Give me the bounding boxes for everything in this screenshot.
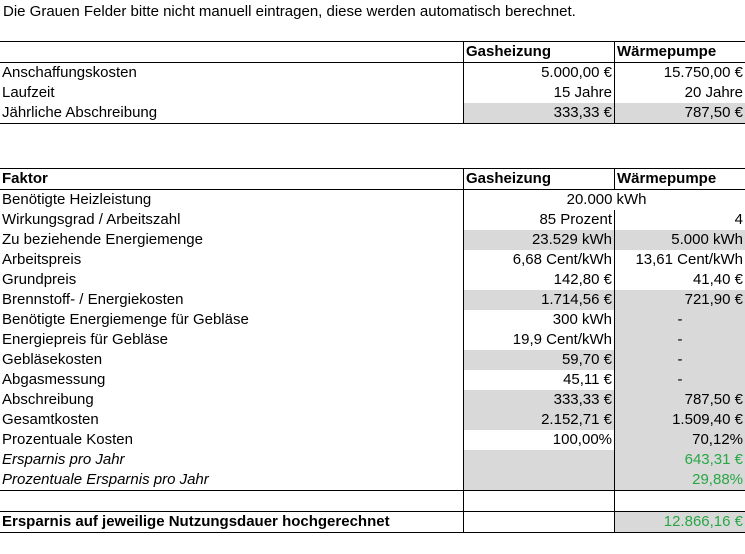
factor-comparison-table	[0, 168, 745, 533]
heatpump-value-cell-computed[interactable]: 787,50 €	[615, 390, 745, 410]
heatpump-value-cell-computed[interactable]: 787,50 €	[615, 103, 745, 124]
row-label-cell[interactable]: Prozentuale Kosten	[2, 431, 133, 448]
table-row	[0, 270, 745, 290]
gas-value-cell[interactable]: 5.000,00 €	[464, 63, 615, 84]
summary-empty-cell[interactable]	[464, 512, 615, 533]
table-header-row	[0, 169, 745, 190]
heatpump-value-cell[interactable]: 41,40 €	[615, 270, 745, 290]
gas-value-cell[interactable]: 45,11 €	[464, 370, 615, 390]
table-row	[0, 310, 745, 330]
table-row	[0, 63, 745, 84]
row-label-cell[interactable]: Benötigte Heizleistung	[2, 191, 152, 208]
gas-value-cell[interactable]: 142,80 €	[464, 270, 615, 290]
table-row-spacer	[0, 491, 745, 512]
spacer-cell[interactable]	[0, 491, 464, 512]
instruction-note: Die Grauen Felder bitte nicht manuell eintragen, diese werden automatisch berechnet.	[3, 3, 576, 20]
heatpump-value-cell[interactable]: 4	[615, 210, 745, 230]
table-row	[0, 410, 745, 430]
table-row	[0, 470, 745, 491]
row-label-cell[interactable]: Anschaffungskosten	[2, 64, 137, 81]
heatpump-value-cell-computed[interactable]: 721,90 €	[615, 290, 745, 310]
table-row	[0, 370, 745, 390]
gas-value-cell-computed[interactable]: 2.152,71 €	[464, 410, 615, 430]
gas-value-cell-computed[interactable]: 333,33 €	[464, 103, 615, 124]
header-gas-cell[interactable]: Gasheizung	[464, 42, 615, 63]
row-label-cell[interactable]: Prozentuale Ersparnis pro Jahr	[0, 470, 464, 491]
heatpump-value-cell-computed[interactable]: -	[615, 350, 745, 370]
row-label-cell[interactable]: Jährliche Abschreibung	[0, 103, 464, 124]
summary-row	[0, 512, 745, 533]
spacer-cell[interactable]	[615, 491, 745, 512]
gas-value-cell[interactable]: 100,00%	[464, 430, 615, 450]
summary-value-cell[interactable]: 12.866,16 €	[615, 512, 745, 533]
table-row	[0, 210, 745, 230]
header-gas-cell[interactable]: Gasheizung	[464, 169, 615, 190]
row-label-cell[interactable]: Arbeitspreis	[2, 251, 82, 268]
gas-value-cell-computed[interactable]	[464, 450, 615, 470]
summary-label-cell[interactable]: Ersparnis auf jeweilige Nutzungsdauer hochgerechnet	[0, 512, 464, 533]
table-row	[0, 350, 745, 370]
heatpump-value-cell[interactable]: 15.750,00 €	[615, 63, 745, 84]
table-row	[0, 430, 745, 450]
table-row	[0, 103, 745, 124]
header-heatpump-cell[interactable]: Wärmepumpe	[615, 169, 745, 190]
row-label-cell[interactable]: Brennstoff- / Energiekosten	[2, 291, 184, 308]
row-label-cell[interactable]: Benötigte Energiemenge für Gebläse	[2, 311, 249, 328]
gas-value-cell-computed[interactable]: 333,33 €	[464, 390, 615, 410]
gas-value-cell[interactable]: 19,9 Cent/kWh	[464, 330, 615, 350]
table-row	[0, 83, 745, 103]
heatpump-value-cell-computed[interactable]: -	[615, 310, 745, 330]
table-row	[0, 190, 745, 211]
gas-value-cell-computed[interactable]: 23.529 kWh	[464, 230, 615, 250]
gas-value-cell[interactable]: 6,68 Cent/kWh	[464, 250, 615, 270]
gas-value-cell[interactable]: 15 Jahre	[464, 83, 615, 103]
row-label-cell[interactable]: Wirkungsgrad / Arbeitszahl	[2, 211, 181, 228]
gas-value-cell[interactable]: 20.000	[464, 190, 615, 211]
row-label-cell[interactable]: Ersparnis pro Jahr	[2, 451, 125, 468]
header-label-cell[interactable]: Faktor	[0, 169, 464, 190]
gas-value-cell[interactable]: 300 kWh	[464, 310, 615, 330]
gas-value-cell[interactable]: 85 Prozent	[464, 210, 615, 230]
row-label-cell[interactable]: Laufzeit	[2, 84, 55, 101]
row-label-cell[interactable]: Gebläsekosten	[2, 351, 103, 368]
heatpump-value-cell-computed[interactable]: 1.509,40 €	[615, 410, 745, 430]
table-row	[0, 450, 745, 470]
heatpump-value-cell[interactable]: 20 Jahre	[615, 83, 745, 103]
heatpump-value-cell[interactable]: kWh	[616, 191, 647, 208]
row-label-cell[interactable]: Abgasmessung	[2, 371, 106, 388]
row-label-cell[interactable]: Gesamtkosten	[2, 411, 99, 428]
row-label-cell[interactable]: Grundpreis	[2, 271, 77, 288]
row-label-cell[interactable]: Energiepreis für Gebläse	[2, 331, 168, 348]
spacer-cell[interactable]	[464, 491, 615, 512]
row-label-cell[interactable]: Abschreibung	[2, 391, 94, 408]
heatpump-value-cell-computed[interactable]: -	[615, 330, 745, 350]
table-row	[0, 250, 745, 270]
heatpump-value-cell-computed[interactable]: 70,12%	[615, 430, 745, 450]
table-row	[0, 290, 745, 310]
table-row	[0, 230, 745, 250]
heatpump-value-cell[interactable]: 13,61 Cent/kWh	[615, 250, 745, 270]
row-label-cell[interactable]: Zu beziehende Energiemenge	[2, 231, 203, 248]
gas-value-cell-computed[interactable]	[464, 470, 615, 491]
heatpump-savings-cell[interactable]: 643,31 €	[615, 450, 745, 470]
header-label-cell[interactable]	[0, 42, 464, 63]
heatpump-value-cell-computed[interactable]: -	[615, 370, 745, 390]
gas-value-cell-computed[interactable]: 59,70 €	[464, 350, 615, 370]
gas-value-cell-computed[interactable]: 1.714,56 €	[464, 290, 615, 310]
table-row	[0, 390, 745, 410]
table-header-row	[0, 42, 745, 63]
heatpump-value-cell-computed[interactable]: 5.000 kWh	[615, 230, 745, 250]
table-row	[0, 330, 745, 350]
header-heatpump-cell[interactable]: Wärmepumpe	[615, 42, 745, 63]
acquisition-cost-table	[0, 41, 745, 124]
heatpump-savings-percent-cell[interactable]: 29,88%	[615, 470, 745, 491]
